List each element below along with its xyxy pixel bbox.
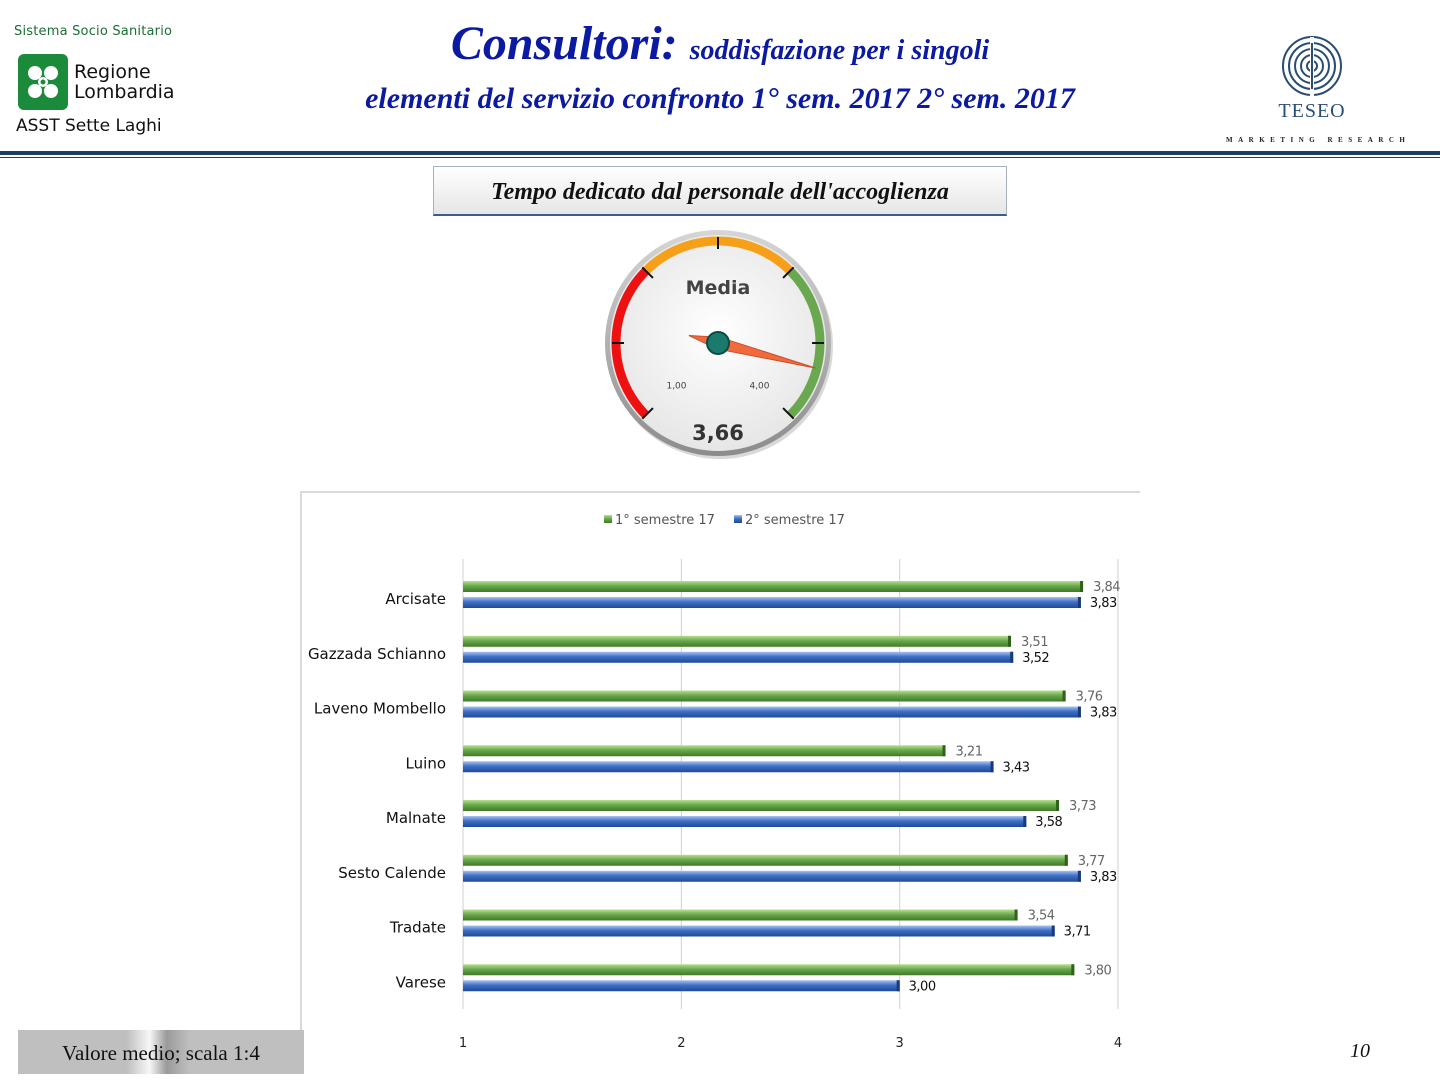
title-small: soddisfazione per i singoli <box>689 35 990 66</box>
data-label: 3,54 <box>1027 908 1055 924</box>
bar-sem1 <box>463 910 1018 921</box>
data-label: 3,83 <box>1089 869 1117 885</box>
bar-sem2 <box>463 761 994 772</box>
legend-swatch <box>604 515 612 523</box>
bar-end <box>1008 636 1011 647</box>
bar-sem1 <box>463 745 946 756</box>
bar-sem1 <box>463 964 1074 975</box>
data-label: 3,51 <box>1021 634 1048 650</box>
bar-end <box>1063 691 1066 702</box>
bar-sem1 <box>463 691 1066 702</box>
teseo-logo <box>1222 34 1422 149</box>
data-label: 3,77 <box>1077 853 1105 869</box>
scale-note <box>18 1030 304 1074</box>
scale-note-text: Valore medio; scala 1:4 <box>62 1041 260 1065</box>
logo-region-line2: Lombardia <box>74 81 175 103</box>
logo-region-line1: Regione <box>74 61 151 83</box>
title-line2: elementi del servizio confronto 1° sem. 2017 2° sem. 2017 <box>365 82 1075 115</box>
bar-end <box>1065 855 1068 866</box>
category-label: Laveno Mombello <box>313 699 446 718</box>
bar-end <box>943 745 946 756</box>
logo-asst-text: ASST Sette Laghi <box>16 116 162 136</box>
bar-end <box>1056 800 1059 811</box>
section-subtitle-text: Tempo dedicato dal personale dell'accoglienza <box>491 179 949 205</box>
data-label: 3,83 <box>1089 705 1117 721</box>
data-label: 3,83 <box>1089 596 1117 611</box>
bar-sem2 <box>463 597 1081 608</box>
data-label: 3,76 <box>1075 689 1103 705</box>
bar-end <box>1078 597 1081 608</box>
header-rule <box>0 151 1440 155</box>
category-label: Sesto Calende <box>338 863 446 882</box>
bar-sem1 <box>463 800 1059 811</box>
average-gauge <box>600 226 840 466</box>
x-tick-label: 1 <box>458 1036 468 1051</box>
bar-chart <box>300 491 1140 1051</box>
legend-swatch <box>734 515 742 523</box>
category-label: Malnate <box>385 809 446 827</box>
title-main: Consultori: <box>450 17 678 70</box>
bar-sem2 <box>463 926 1055 937</box>
data-label: 3,84 <box>1093 580 1121 595</box>
bar-end <box>1015 910 1018 921</box>
data-label: 3,73 <box>1069 799 1097 814</box>
category-label: Arcisate <box>385 590 446 608</box>
bar-chart-svg <box>300 491 1140 1051</box>
x-tick-label: 4 <box>1113 1036 1123 1051</box>
bar-end <box>1052 926 1055 937</box>
data-label: 3,21 <box>955 744 983 760</box>
legend-label: 1° semestre 17 <box>615 513 715 528</box>
gauge-title: Media <box>685 277 751 299</box>
bar-end <box>1078 871 1081 882</box>
bar-sem2 <box>463 816 1026 827</box>
data-label: 3,00 <box>908 979 936 995</box>
bar-sem1 <box>463 581 1083 592</box>
bar-sem1 <box>463 855 1068 866</box>
gauge-hub <box>707 332 729 354</box>
regione-lombardia-mark-icon <box>18 54 68 110</box>
bar-sem2 <box>463 652 1013 663</box>
bar-sem2 <box>463 707 1081 718</box>
data-label: 3,58 <box>1035 815 1063 830</box>
data-label: 3,43 <box>1002 760 1030 776</box>
bar-end <box>1010 652 1013 663</box>
bar-sem2 <box>463 871 1081 882</box>
bar-end <box>897 980 900 991</box>
data-label: 3,80 <box>1084 963 1112 979</box>
regione-lombardia-logo <box>14 24 194 144</box>
header-rule-thin <box>0 157 1440 158</box>
x-tick-label: 2 <box>677 1036 686 1051</box>
category-label: Luino <box>405 754 446 773</box>
legend-label: 2° semestre 17 <box>745 513 845 528</box>
bar-sem2 <box>463 980 900 991</box>
gauge-max-label: 4,00 <box>749 381 770 392</box>
x-tick-label: 3 <box>895 1036 904 1051</box>
bar-end <box>1080 581 1083 592</box>
bar-end <box>1023 816 1026 827</box>
data-label: 3,52 <box>1022 650 1050 666</box>
bar-end <box>991 761 994 772</box>
bar-end <box>1078 707 1081 718</box>
data-label: 3,71 <box>1063 924 1091 940</box>
logo-system-text: Sistema Socio Sanitario <box>14 24 173 39</box>
section-subtitle <box>433 166 1007 216</box>
page-number: 10 <box>1350 1040 1370 1062</box>
bar-end <box>1071 964 1074 975</box>
teseo-labyrinth-icon <box>1222 34 1402 98</box>
teseo-name: TESEO <box>1278 100 1346 122</box>
category-label: Gazzada Schianno <box>307 644 446 663</box>
page-title <box>260 14 1180 117</box>
teseo-sub: MARKETING RESEARCH <box>1226 136 1411 144</box>
gauge-min-label: 1,00 <box>666 381 687 392</box>
category-label: Tradate <box>389 918 446 937</box>
category-label: Varese <box>395 973 446 992</box>
bar-sem1 <box>463 636 1011 647</box>
gauge-svg <box>600 226 840 466</box>
gauge-value: 3,66 <box>692 421 744 445</box>
